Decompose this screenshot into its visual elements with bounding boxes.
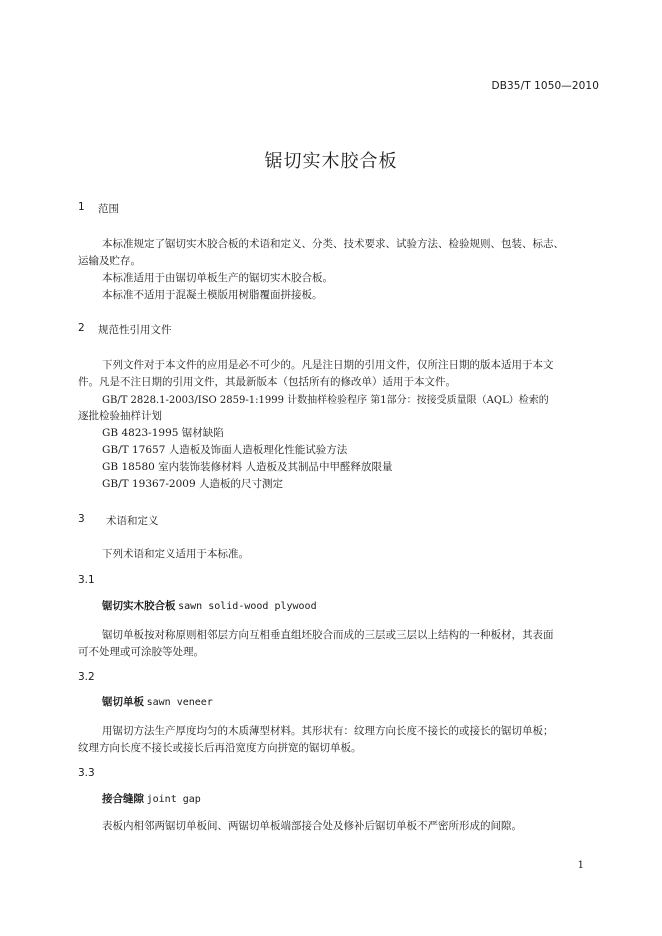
section-2-heading: 规范性引用文件 [98, 324, 172, 336]
section-1-paragraph-1-cont: 运输及贮存。 [78, 255, 141, 267]
term-definition: 锯切单板按对称原则相邻层方向互相垂直组坯胶合而成的三层或三层以上结构的一种板材，其表面 [102, 629, 554, 641]
term-number: 3.2 [78, 671, 95, 683]
page-number: 1 [577, 860, 584, 871]
term-chinese: 接合缝隙 [102, 793, 144, 805]
section-2-intro-cont: 件。凡是不注日期的引用文件，其最新版本（包括所有的修改单）适用于本文件。 [78, 376, 456, 388]
term-definition: 表板内相邻两锯切单板间、两锯切单板端部接合处及修补后锯切单板不严密所形成的间隙。 [102, 820, 522, 832]
reference-4: GB 18580 室内装饰装修材料 人造板及其制品中甲醛释放限量 [102, 461, 393, 473]
reference-2: GB 4823-1995 锯材缺陷 [102, 427, 224, 439]
term-heading [102, 694, 213, 709]
reference-1: GB/T 2828.1-2003/ISO 2859-1:1999 计数抽样检验程序 第1部分：按接受质量限（AQL）检索的 [102, 395, 549, 406]
document-title: 锯切实木胶合板 [264, 151, 398, 172]
section-2-number: 2 [78, 322, 85, 334]
term-chinese: 锯切单板 [102, 696, 144, 708]
section-1-paragraph-1: 本标准规定了锯切实木胶合板的术语和定义、分类、技术要求、试验方法、检验规则、包装、标志、 [102, 238, 564, 250]
reference-1-cont: 逐批检验抽样计划 [78, 410, 162, 422]
reference-3: GB/T 17657 人造板及饰面人造板理化性能试验方法 [102, 444, 348, 456]
term-number: 3.1 [78, 574, 95, 586]
term-heading [102, 791, 201, 806]
section-1-number: 1 [78, 201, 85, 213]
term-definition: 用锯切方法生产厚度均匀的木质薄型材料。其形状有：纹理方向长度不接长的或接长的锯切单板； [102, 725, 554, 737]
term-heading [102, 598, 317, 613]
section-3-number: 3 [78, 513, 85, 525]
term-english: sawn veneer [146, 697, 213, 708]
term-english: sawn solid-wood plywood [178, 601, 317, 612]
term-number: 3.3 [78, 767, 95, 779]
section-3-intro: 下列术语和定义适用于本标准。 [102, 548, 249, 560]
section-1-paragraph-3: 本标准不适用于混凝土模版用树脂覆面拼接板。 [102, 289, 323, 301]
term-chinese: 锯切实木胶合板 [102, 600, 176, 612]
term-definition-cont: 纹理方向长度不接长或接长后再沿宽度方向拼宽的锯切单板。 [78, 742, 362, 754]
section-2-intro: 下列文件对于本文件的应用是必不可少的。凡是注日期的引用文件，仅所注日期的版本适用于本文 [102, 359, 554, 371]
term-english: joint gap [146, 794, 201, 805]
section-3-heading: 术语和定义 [106, 515, 159, 527]
section-1-heading: 范围 [98, 203, 119, 215]
term-definition-cont: 可不处理或可涂胶等处理。 [78, 646, 204, 658]
standard-number: DB35/T 1050—2010 [491, 80, 599, 92]
reference-5: GB/T 19367-2009 人造板的尺寸测定 [102, 478, 283, 490]
section-1-paragraph-2: 本标准适用于由锯切单板生产的锯切实木胶合板。 [102, 272, 333, 284]
